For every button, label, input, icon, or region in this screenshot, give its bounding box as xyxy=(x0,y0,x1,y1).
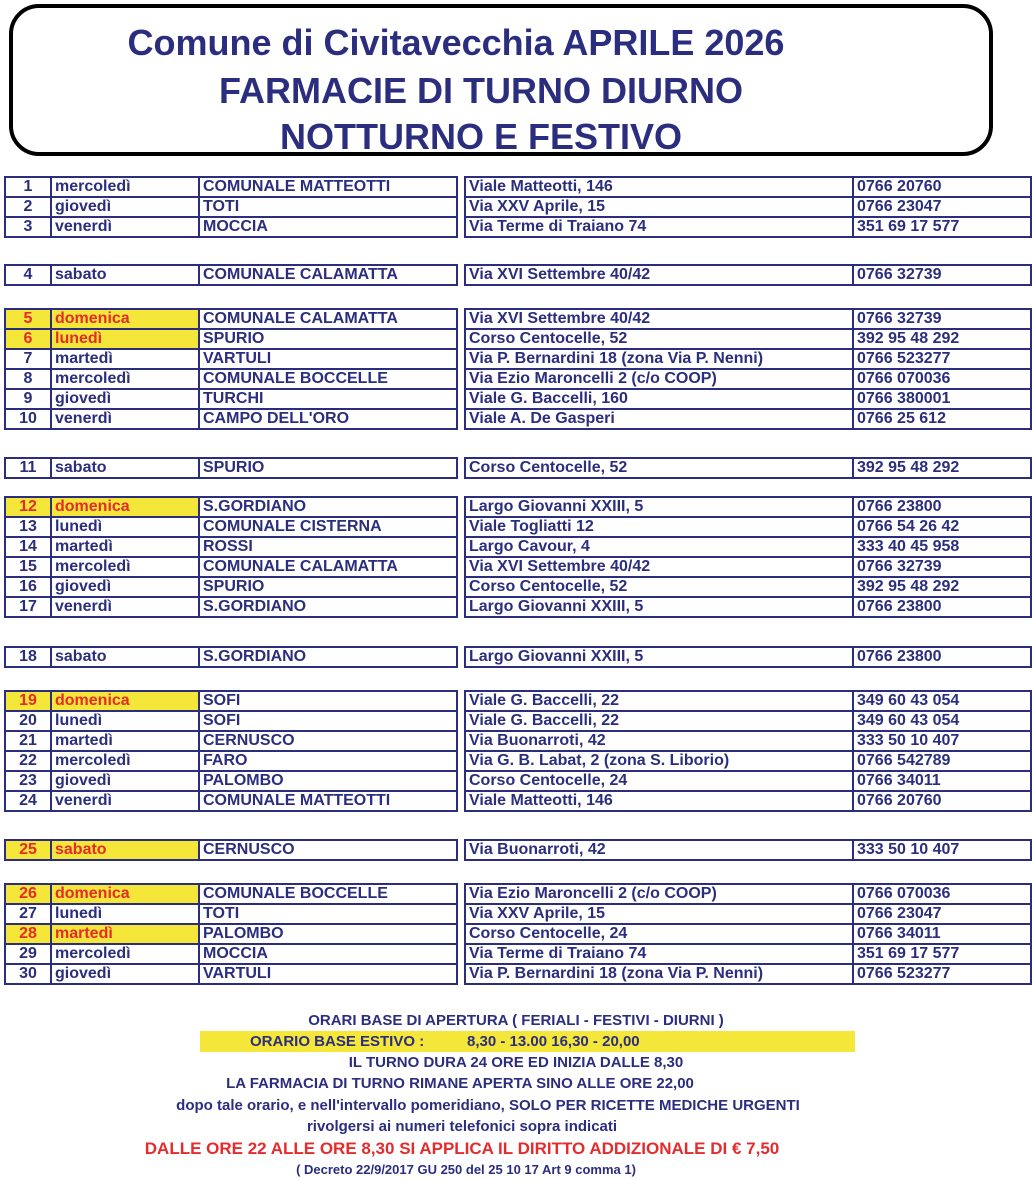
pharmacy-name: MOCCIA xyxy=(199,944,457,964)
pharmacy-phone: 351 69 17 577 xyxy=(853,944,1031,964)
table-row xyxy=(465,349,1031,369)
pharmacy-phone: 0766 32739 xyxy=(853,557,1031,577)
pharmacy-address: Corso Centocelle, 52 xyxy=(465,577,853,597)
table-row xyxy=(465,369,1031,389)
table-row xyxy=(465,924,1031,944)
pharmacy-name: CERNUSCO xyxy=(199,731,457,751)
pharmacy-name: COMUNALE BOCCELLE xyxy=(199,369,457,389)
table-row xyxy=(5,964,457,984)
table-row xyxy=(465,537,1031,557)
day-name: lunedì xyxy=(51,711,199,731)
pharmacy-address: Viale G. Baccelli, 160 xyxy=(465,389,853,409)
pharmacy-address: Corso Centocelle, 24 xyxy=(465,924,853,944)
table-row xyxy=(465,557,1031,577)
table-row xyxy=(5,177,457,197)
estivo-label: ORARIO BASE ESTIVO : xyxy=(250,1033,425,1050)
table-row xyxy=(5,217,457,237)
table-row xyxy=(465,597,1031,617)
table-row xyxy=(5,265,457,285)
pharmacy-phone: 0766 23800 xyxy=(853,597,1031,617)
day-name: giovedì xyxy=(51,197,199,217)
pharmacy-name: COMUNALE BOCCELLE xyxy=(199,884,457,904)
pharmacy-name: CAMPO DELL'ORO xyxy=(199,409,457,429)
day-number: 27 xyxy=(5,904,51,924)
day-name: martedì xyxy=(51,731,199,751)
pharmacy-address: Via Terme di Traiano 74 xyxy=(465,217,853,237)
address-table-right xyxy=(464,839,1032,861)
pharmacy-phone: 0766 25 612 xyxy=(853,409,1031,429)
day-number: 4 xyxy=(5,265,51,285)
table-row xyxy=(5,369,457,389)
day-number: 20 xyxy=(5,711,51,731)
pharmacy-address: Largo Giovanni XXIII, 5 xyxy=(465,497,853,517)
day-name: mercoledì xyxy=(51,557,199,577)
address-table-right xyxy=(464,646,1032,668)
pharmacy-phone: 349 60 43 054 xyxy=(853,711,1031,731)
pharmacy-address: Viale Matteotti, 146 xyxy=(465,791,853,811)
table-row xyxy=(465,711,1031,731)
pharmacy-phone: 0766 542789 xyxy=(853,751,1031,771)
table-row xyxy=(5,497,457,517)
pharmacy-name: SOFI xyxy=(199,711,457,731)
day-name: martedì xyxy=(51,924,199,944)
pharmacy-name: COMUNALE MATTEOTTI xyxy=(199,791,457,811)
day-number: 11 xyxy=(5,458,51,478)
table-row xyxy=(465,964,1031,984)
day-number: 15 xyxy=(5,557,51,577)
estivo-band xyxy=(200,1031,855,1052)
pharmacy-phone: 351 69 17 577 xyxy=(853,217,1031,237)
table-row xyxy=(5,751,457,771)
estivo-value: 8,30 - 13.00 16,30 - 20,00 xyxy=(467,1033,640,1050)
table-row xyxy=(465,265,1031,285)
day-name: mercoledì xyxy=(51,944,199,964)
table-row xyxy=(465,309,1031,329)
pharmacy-phone: 0766 070036 xyxy=(853,369,1031,389)
pharmacy-name: COMUNALE CALAMATTA xyxy=(199,309,457,329)
day-number: 29 xyxy=(5,944,51,964)
table-row xyxy=(5,389,457,409)
pharmacy-name: VARTULI xyxy=(199,964,457,984)
table-row xyxy=(465,577,1031,597)
address-table-right xyxy=(464,264,1032,286)
pharmacy-phone: 0766 23047 xyxy=(853,197,1031,217)
pharmacy-name: SOFI xyxy=(199,691,457,711)
day-number: 22 xyxy=(5,751,51,771)
title-line-2: FARMACIE DI TURNO DIURNO xyxy=(219,70,743,111)
pharmacy-name: ROSSI xyxy=(199,537,457,557)
pharmacy-name: COMUNALE CALAMATTA xyxy=(199,557,457,577)
day-name: lunedì xyxy=(51,904,199,924)
table-row xyxy=(5,517,457,537)
pharmacy-name: FARO xyxy=(199,751,457,771)
table-row xyxy=(465,217,1031,237)
table-row xyxy=(5,711,457,731)
table-row xyxy=(5,840,457,860)
day-number: 10 xyxy=(5,409,51,429)
pharmacy-name: TOTI xyxy=(199,197,457,217)
title-box xyxy=(9,4,993,156)
pharmacy-address: Corso Centocelle, 52 xyxy=(465,329,853,349)
day-number: 28 xyxy=(5,924,51,944)
day-name: domenica xyxy=(51,691,199,711)
day-number: 18 xyxy=(5,647,51,667)
table-row xyxy=(5,647,457,667)
aperta-text: LA FARMACIA DI TURNO RIMANE APERTA SINO ALLE ORE 22,00 xyxy=(226,1075,694,1092)
day-number: 16 xyxy=(5,577,51,597)
table-row xyxy=(465,691,1031,711)
pharmacy-name: S.GORDIANO xyxy=(199,647,457,667)
table-row xyxy=(5,537,457,557)
day-number: 23 xyxy=(5,771,51,791)
day-name: domenica xyxy=(51,309,199,329)
table-row xyxy=(465,389,1031,409)
day-number: 2 xyxy=(5,197,51,217)
day-table-left xyxy=(4,176,458,238)
table-row xyxy=(5,904,457,924)
day-number: 3 xyxy=(5,217,51,237)
day-name: giovedì xyxy=(51,964,199,984)
pharmacy-phone: 392 95 48 292 xyxy=(853,577,1031,597)
pharmacy-phone: 0766 32739 xyxy=(853,309,1031,329)
table-row xyxy=(465,177,1031,197)
day-table-left xyxy=(4,646,458,668)
table-row xyxy=(5,944,457,964)
pharmacy-address: Via XXV Aprile, 15 xyxy=(465,904,853,924)
orari-base-text: ORARI BASE DI APERTURA ( FERIALI - FESTIVI - DIURNI ) xyxy=(308,1012,724,1029)
day-name: venerdì xyxy=(51,409,199,429)
day-number: 13 xyxy=(5,517,51,537)
table-row xyxy=(465,458,1031,478)
day-number: 6 xyxy=(5,329,51,349)
day-number: 24 xyxy=(5,791,51,811)
table-row xyxy=(5,731,457,751)
day-table-left xyxy=(4,883,458,985)
table-row xyxy=(465,751,1031,771)
table-row xyxy=(465,771,1031,791)
day-number: 5 xyxy=(5,309,51,329)
pharmacy-name: MOCCIA xyxy=(199,217,457,237)
pharmacy-address: Via Buonarroti, 42 xyxy=(465,731,853,751)
day-table-left xyxy=(4,264,458,286)
day-number: 1 xyxy=(5,177,51,197)
day-table-left xyxy=(4,308,458,430)
rivolgersi-text: rivolgersi ai numeri telefonici sopra indicati xyxy=(306,1118,618,1135)
address-table-right xyxy=(464,176,1032,238)
pharmacy-name: TURCHI xyxy=(199,389,457,409)
table-row xyxy=(465,647,1031,667)
pharmacy-phone: 0766 20760 xyxy=(853,791,1031,811)
day-name: lunedì xyxy=(51,329,199,349)
pharmacy-phone: 0766 070036 xyxy=(853,884,1031,904)
day-number: 25 xyxy=(5,840,51,860)
pharmacy-address: Largo Giovanni XXIII, 5 xyxy=(465,647,853,667)
pharmacy-address: Viale Togliatti 12 xyxy=(465,517,853,537)
pharmacy-address: Via XXV Aprile, 15 xyxy=(465,197,853,217)
day-number: 9 xyxy=(5,389,51,409)
pharmacy-address: Corso Centocelle, 52 xyxy=(465,458,853,478)
pharmacy-address: Via G. B. Labat, 2 (zona S. Liborio) xyxy=(465,751,853,771)
day-table-left xyxy=(4,690,458,812)
diritto-text: DALLE ORE 22 ALLE ORE 8,30 SI APPLICA IL DIRITTO ADDIZIONALE DI € 7,50 xyxy=(144,1139,780,1158)
table-row xyxy=(465,791,1031,811)
table-row xyxy=(5,924,457,944)
day-name: venerdì xyxy=(51,217,199,237)
dopo-text: dopo tale orario, e nell'intervallo pomeridiano, SOLO PER RICETTE MEDICHE URGENTI xyxy=(176,1097,800,1114)
address-table-right xyxy=(464,308,1032,430)
pharmacy-phone: 0766 380001 xyxy=(853,389,1031,409)
pharmacy-address: Via XVI Settembre 40/42 xyxy=(465,309,853,329)
table-row xyxy=(465,329,1031,349)
table-row xyxy=(5,197,457,217)
pharmacy-phone: 0766 23047 xyxy=(853,904,1031,924)
day-name: sabato xyxy=(51,265,199,285)
day-name: sabato xyxy=(51,647,199,667)
address-table-right xyxy=(464,883,1032,985)
table-row xyxy=(5,577,457,597)
pharmacy-phone: 392 95 48 292 xyxy=(853,458,1031,478)
pharmacy-name: PALOMBO xyxy=(199,771,457,791)
pharmacy-address: Via Ezio Maroncelli 2 (c/o COOP) xyxy=(465,884,853,904)
pharmacy-address: Corso Centocelle, 24 xyxy=(465,771,853,791)
pharmacy-phone: 0766 34011 xyxy=(853,924,1031,944)
table-row xyxy=(5,557,457,577)
day-name: martedì xyxy=(51,349,199,369)
day-number: 17 xyxy=(5,597,51,617)
pharmacy-name: S.GORDIANO xyxy=(199,597,457,617)
day-number: 30 xyxy=(5,964,51,984)
day-name: domenica xyxy=(51,497,199,517)
pharmacy-name: CERNUSCO xyxy=(199,840,457,860)
pharmacy-address: Largo Cavour, 4 xyxy=(465,537,853,557)
table-row xyxy=(5,884,457,904)
pharmacy-name: TOTI xyxy=(199,904,457,924)
table-row xyxy=(465,884,1031,904)
turno-text: IL TURNO DURA 24 ORE ED INIZIA DALLE 8,30 xyxy=(348,1054,684,1071)
day-name: mercoledì xyxy=(51,751,199,771)
pharmacy-address: Via XVI Settembre 40/42 xyxy=(465,265,853,285)
day-name: sabato xyxy=(51,840,199,860)
day-name: mercoledì xyxy=(51,369,199,389)
pharmacy-name: VARTULI xyxy=(199,349,457,369)
pharmacy-phone: 333 50 10 407 xyxy=(853,840,1031,860)
table-row xyxy=(465,497,1031,517)
pharmacy-address: Via Buonarroti, 42 xyxy=(465,840,853,860)
table-row xyxy=(5,771,457,791)
pharmacy-phone: 0766 523277 xyxy=(853,964,1031,984)
address-table-right xyxy=(464,690,1032,812)
pharmacy-name: S.GORDIANO xyxy=(199,497,457,517)
table-row xyxy=(5,691,457,711)
pharmacy-phone: 0766 23800 xyxy=(853,497,1031,517)
table-row xyxy=(5,791,457,811)
day-name: domenica xyxy=(51,884,199,904)
table-row xyxy=(465,904,1031,924)
pharmacy-address: Viale G. Baccelli, 22 xyxy=(465,711,853,731)
pharmacy-phone: 333 40 45 958 xyxy=(853,537,1031,557)
pharmacy-address: Via P. Bernardini 18 (zona Via P. Nenni) xyxy=(465,964,853,984)
pharmacy-phone: 392 95 48 292 xyxy=(853,329,1031,349)
pharmacy-address: Viale Matteotti, 146 xyxy=(465,177,853,197)
pharmacy-name: SPURIO xyxy=(199,458,457,478)
table-row xyxy=(465,409,1031,429)
table-row xyxy=(465,944,1031,964)
day-number: 14 xyxy=(5,537,51,557)
table-row xyxy=(5,309,457,329)
day-table-left xyxy=(4,839,458,861)
day-name: giovedì xyxy=(51,389,199,409)
pharmacy-address: Via P. Bernardini 18 (zona Via P. Nenni) xyxy=(465,349,853,369)
decreto-text: ( Decreto 22/9/2017 GU 250 del 25 10 17 Art 9 comma 1) xyxy=(296,1162,636,1177)
pharmacy-name: COMUNALE CISTERNA xyxy=(199,517,457,537)
pharmacy-name: SPURIO xyxy=(199,577,457,597)
pharmacy-address: Viale G. Baccelli, 22 xyxy=(465,691,853,711)
day-name: venerdì xyxy=(51,791,199,811)
pharmacy-address: Via Terme di Traiano 74 xyxy=(465,944,853,964)
day-number: 21 xyxy=(5,731,51,751)
day-name: giovedì xyxy=(51,577,199,597)
day-number: 12 xyxy=(5,497,51,517)
address-table-right xyxy=(464,496,1032,618)
day-name: lunedì xyxy=(51,517,199,537)
title-line-3: NOTTURNO E FESTIVO xyxy=(279,116,682,157)
pharmacy-phone: 0766 32739 xyxy=(853,265,1031,285)
day-table-left xyxy=(4,457,458,479)
pharmacy-name: PALOMBO xyxy=(199,924,457,944)
address-table-right xyxy=(464,457,1032,479)
pharmacy-address: Viale A. De Gasperi xyxy=(465,409,853,429)
day-name: venerdì xyxy=(51,597,199,617)
pharmacy-name: SPURIO xyxy=(199,329,457,349)
pharmacy-name: COMUNALE MATTEOTTI xyxy=(199,177,457,197)
pharmacy-address: Via XVI Settembre 40/42 xyxy=(465,557,853,577)
table-row xyxy=(465,197,1031,217)
table-row xyxy=(5,597,457,617)
pharmacy-phone: 0766 34011 xyxy=(853,771,1031,791)
title-line-1: Comune di Civitavecchia APRILE 2026 xyxy=(127,22,785,63)
pharmacy-phone: 349 60 43 054 xyxy=(853,691,1031,711)
day-name: mercoledì xyxy=(51,177,199,197)
day-number: 7 xyxy=(5,349,51,369)
table-row xyxy=(465,517,1031,537)
day-number: 26 xyxy=(5,884,51,904)
pharmacy-address: Largo Giovanni XXIII, 5 xyxy=(465,597,853,617)
day-name: giovedì xyxy=(51,771,199,791)
table-row xyxy=(465,731,1031,751)
day-table-left xyxy=(4,496,458,618)
table-row xyxy=(5,409,457,429)
table-row xyxy=(5,458,457,478)
day-name: martedì xyxy=(51,537,199,557)
pharmacy-address: Via Ezio Maroncelli 2 (c/o COOP) xyxy=(465,369,853,389)
pharmacy-phone: 0766 20760 xyxy=(853,177,1031,197)
day-number: 19 xyxy=(5,691,51,711)
pharmacy-name: COMUNALE CALAMATTA xyxy=(199,265,457,285)
table-row xyxy=(5,329,457,349)
pharmacy-phone: 0766 54 26 42 xyxy=(853,517,1031,537)
day-number: 8 xyxy=(5,369,51,389)
table-row xyxy=(465,840,1031,860)
pharmacy-phone: 0766 23800 xyxy=(853,647,1031,667)
day-name: sabato xyxy=(51,458,199,478)
pharmacy-phone: 0766 523277 xyxy=(853,349,1031,369)
pharmacy-phone: 333 50 10 407 xyxy=(853,731,1031,751)
table-row xyxy=(5,349,457,369)
